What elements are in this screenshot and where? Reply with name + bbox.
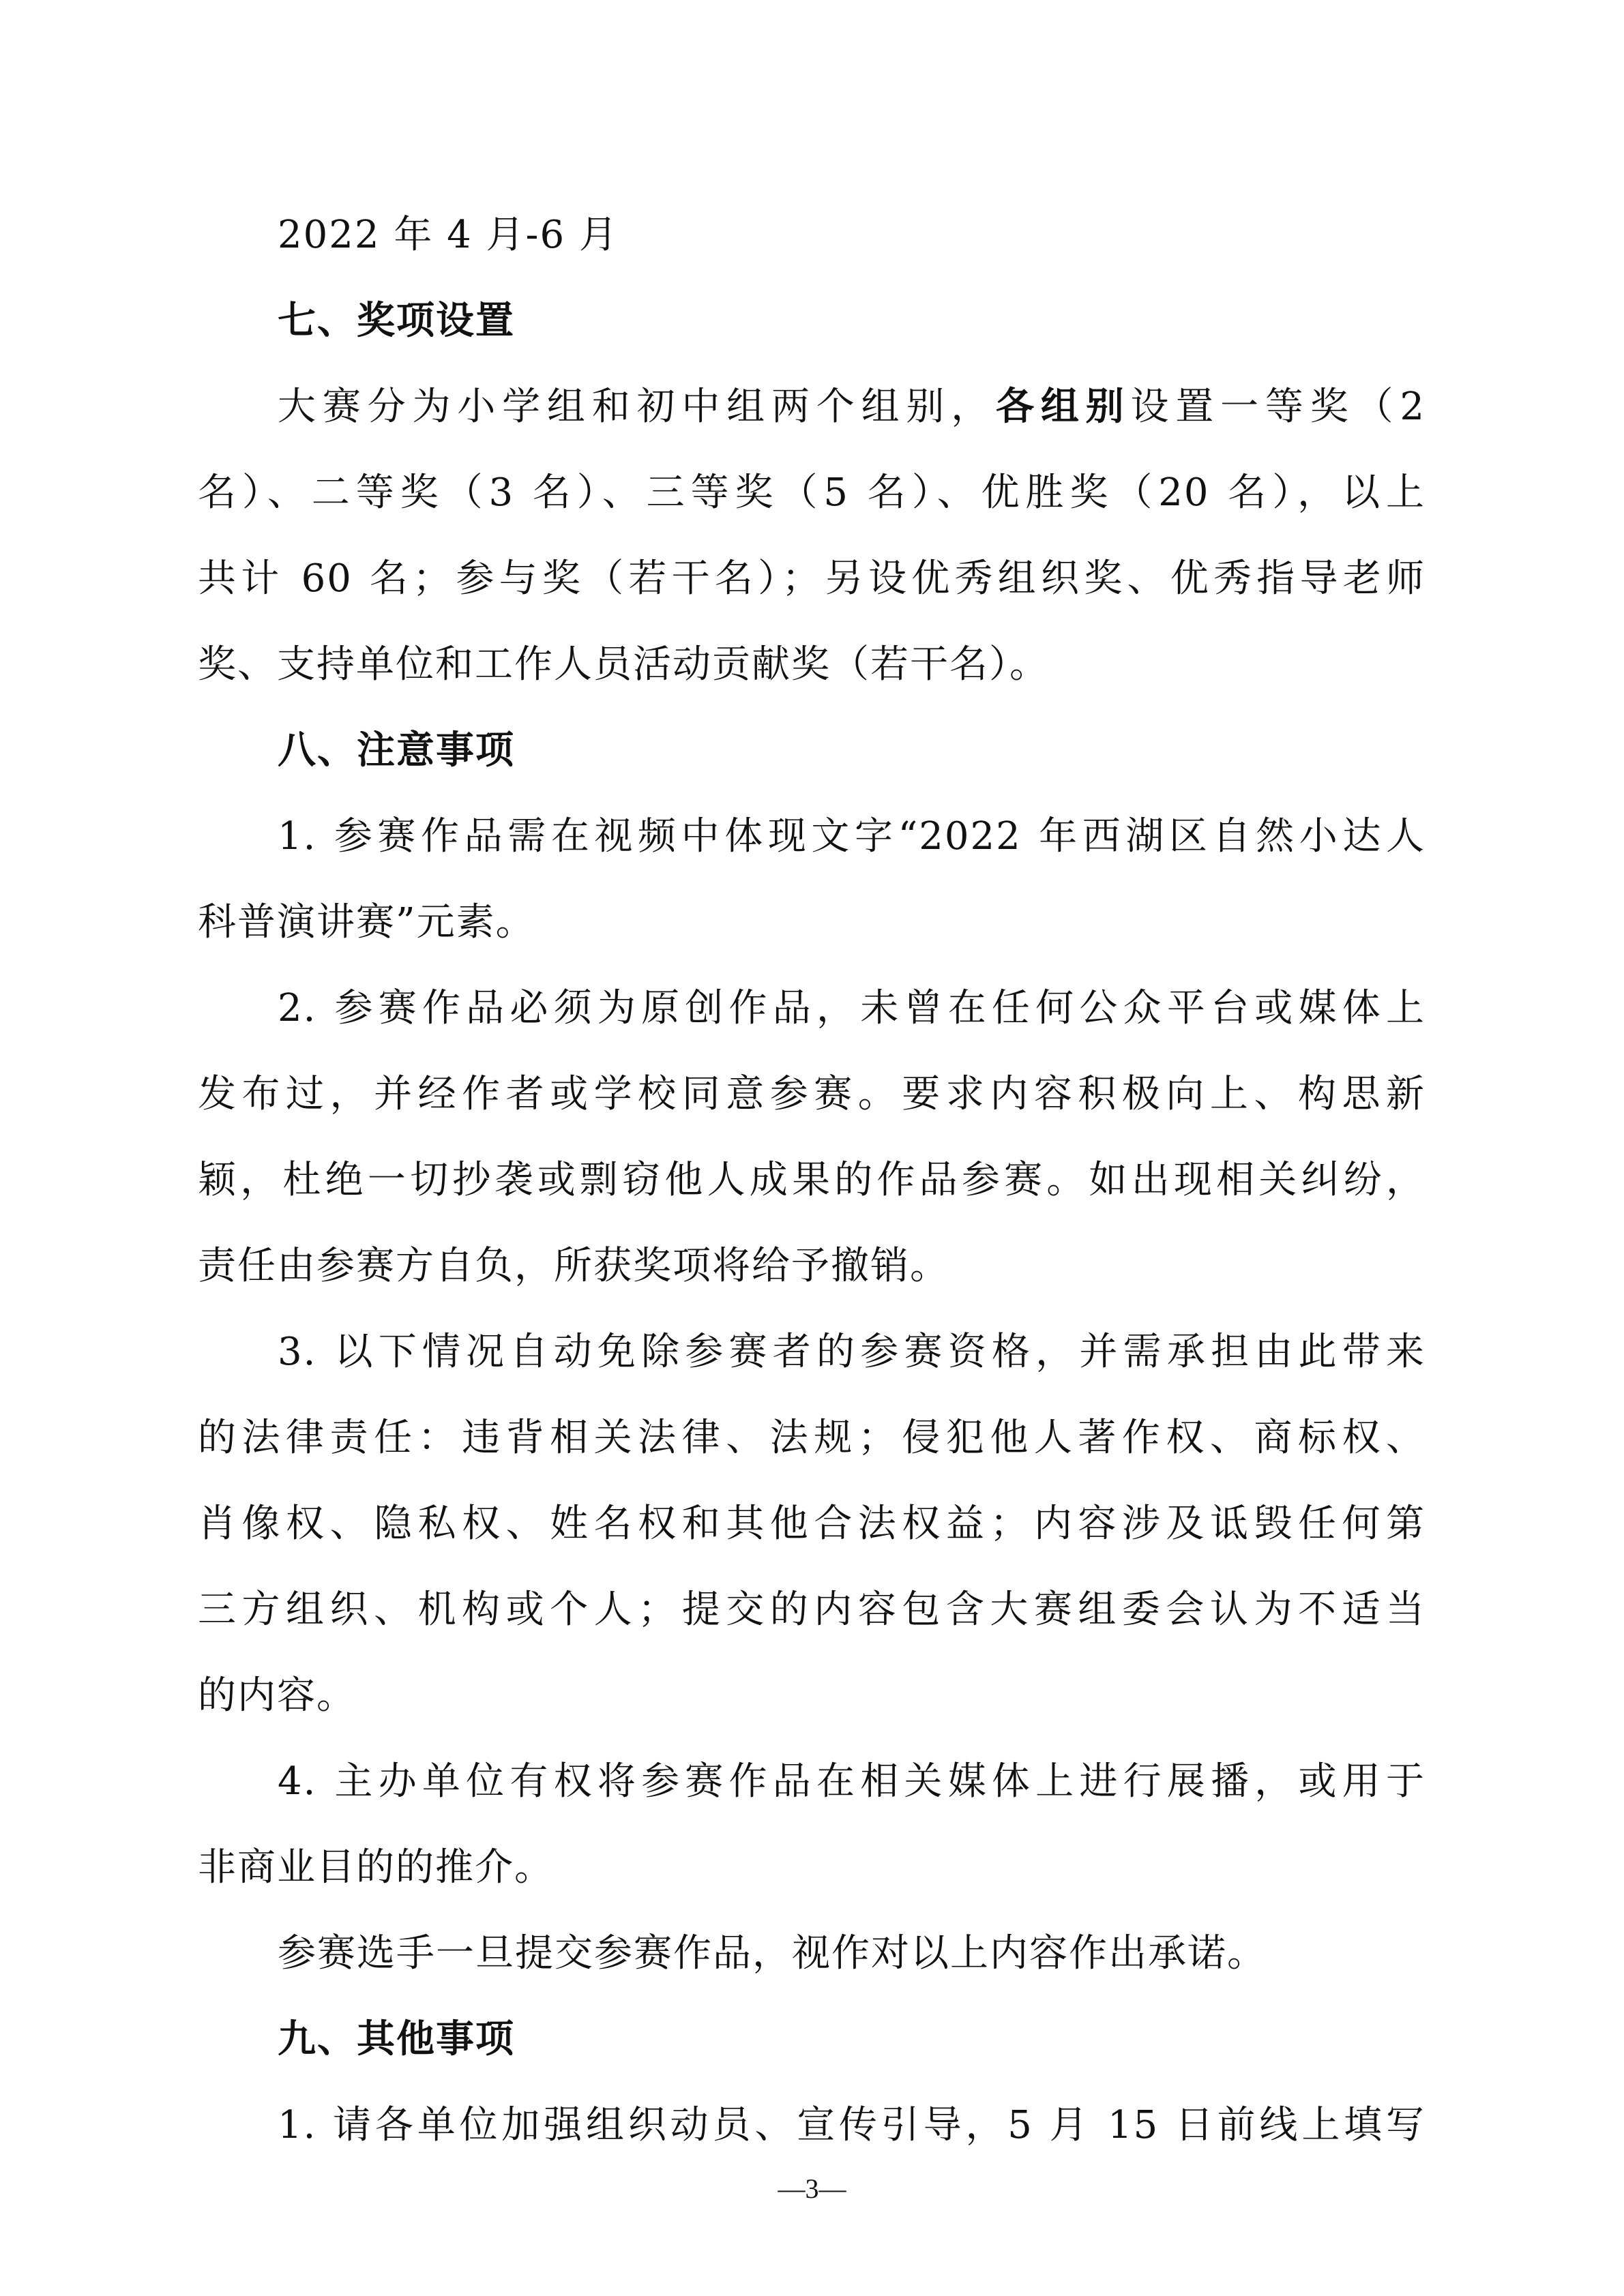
- commitment-line: 参赛选手一旦提交参赛作品，视作对以上内容作出承诺。: [278, 1931, 1267, 1976]
- note-3-line-5: 的内容。: [198, 1673, 356, 1718]
- awards-bold-phrase: 各组别: [996, 385, 1131, 429]
- note-3-line-4: 三方组织、机构或个人；提交的内容包含大赛组委会认为不适当: [198, 1587, 1426, 1632]
- note-2-line-4: 责任由参赛方自负，所获奖项将给予撤销。: [198, 1244, 949, 1288]
- other-1-line-1: 1. 请各单位加强组织动员、宣传引导，5 月 15 日前线上填写: [278, 2103, 1426, 2147]
- section-heading-other: 九、其他事项: [278, 2017, 515, 2061]
- note-2-line-3: 颖，杜绝一切抄袭或剽窃他人成果的作品参赛。如出现相关纠纷，: [198, 1158, 1426, 1202]
- awards-text-after: 设置一等奖（2: [1130, 385, 1426, 429]
- section-heading-awards: 七、奖项设置: [278, 299, 515, 343]
- note-1-line-1: 1. 参赛作品需在视频中体现文字“2022 年西湖区自然小达人: [278, 814, 1426, 859]
- awards-paragraph-line-2: 名）、二等奖（3 名）、三等奖（5 名）、优胜奖（20 名），以上: [198, 471, 1426, 515]
- date-range-line: 2022 年 4 月-6 月: [278, 213, 619, 257]
- note-3-line-1: 3. 以下情况自动免除参赛者的参赛资格，并需承担由此带来: [278, 1330, 1426, 1374]
- note-4-line-2: 非商业目的的推介。: [198, 1845, 554, 1890]
- awards-paragraph-line-4: 奖、支持单位和工作人员活动贡献奖（若干名）。: [198, 642, 1049, 687]
- note-4-line-1: 4. 主办单位有权将参赛作品在相关媒体上进行展播，或用于: [278, 1759, 1426, 1804]
- awards-paragraph-line-3: 共计 60 名；参与奖（若干名）；另设优秀组织奖、优秀指导老师: [198, 556, 1426, 601]
- note-3-line-3: 肖像权、隐私权、姓名权和其他合法权益；内容涉及诋毁任何第: [198, 1502, 1426, 1546]
- awards-text-before: 大赛分为小学组和初中组两个组别，: [278, 385, 996, 429]
- note-2-line-1: 2. 参赛作品必须为原创作品，未曾在任何公众平台或媒体上: [278, 986, 1426, 1030]
- awards-paragraph-line-1: [278, 370, 1426, 445]
- note-3-line-2: 的法律责任：违背相关法律、法规；侵犯他人著作权、商标权、: [198, 1416, 1426, 1460]
- page-number: —3—: [778, 2173, 846, 2204]
- section-heading-notes: 八、注意事项: [278, 728, 515, 773]
- note-2-line-2: 发布过，并经作者或学校同意参赛。要求内容积极向上、构思新: [198, 1072, 1426, 1116]
- note-1-line-2: 科普演讲赛”元素。: [198, 900, 535, 944]
